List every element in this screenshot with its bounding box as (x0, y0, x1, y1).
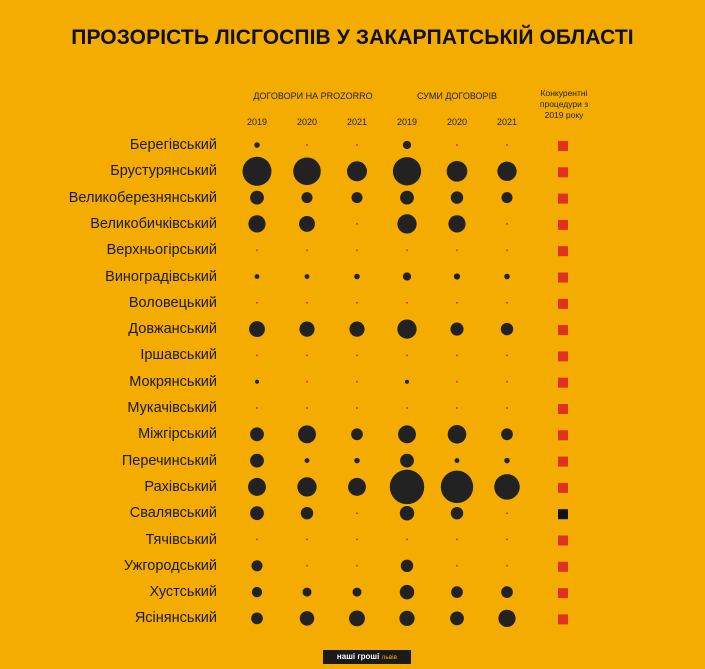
zero-marker (506, 223, 508, 225)
row-label: Свалявський (129, 505, 217, 522)
competitive-marker (558, 509, 568, 519)
bubble (303, 588, 312, 597)
bubble (397, 319, 416, 338)
zero-marker (306, 381, 308, 383)
bubble (305, 274, 310, 279)
zero-marker (506, 302, 508, 304)
bubble (454, 273, 460, 279)
competitive-marker (558, 220, 568, 230)
bubble (455, 458, 460, 463)
row-label: Виноградівський (105, 268, 217, 285)
bubble (298, 425, 316, 443)
bubble (501, 428, 513, 440)
bubble (405, 380, 409, 384)
bubble (401, 560, 413, 572)
row-label: Довжанський (128, 321, 217, 338)
bubble (351, 192, 362, 203)
zero-marker (306, 407, 308, 409)
zero-marker (406, 249, 408, 251)
zero-marker (356, 302, 358, 304)
bubble (398, 425, 416, 443)
competitive-marker (558, 141, 568, 151)
row-label: Берегівський (129, 137, 217, 153)
zero-marker (456, 381, 458, 383)
bubble (248, 215, 265, 232)
zero-marker (306, 539, 308, 541)
row-label: Тячівський (145, 531, 217, 548)
row-label: Перечинський (121, 452, 217, 469)
bubble (451, 507, 463, 519)
zero-marker (456, 539, 458, 541)
year-header: 2021 (346, 117, 368, 127)
bubble (498, 610, 515, 627)
bubble (250, 506, 264, 520)
bubble (293, 158, 321, 186)
bubble (353, 588, 362, 597)
year-header: 2020 (296, 117, 318, 127)
bubble (249, 321, 265, 337)
bubble (252, 587, 262, 597)
bubble (301, 507, 313, 519)
bubble (399, 611, 414, 626)
competitive-marker (558, 404, 568, 414)
bubble (297, 477, 316, 496)
zero-marker (356, 223, 358, 225)
bubble (393, 157, 421, 185)
zero-marker (456, 249, 458, 251)
zero-marker (256, 354, 258, 356)
row-label: Великоберезнянський (68, 189, 217, 206)
zero-marker (356, 249, 358, 251)
bubble (305, 458, 310, 463)
competitive-marker (558, 588, 568, 598)
row-label: Рахівський (144, 478, 217, 495)
bubble (504, 274, 510, 280)
competitive-marker (558, 299, 568, 309)
competitive-marker (558, 483, 568, 493)
zero-marker (456, 354, 458, 356)
competitive-marker (558, 325, 568, 335)
zero-marker (306, 144, 308, 146)
group-header-contracts: ДОГОВОРИ НА PROZORRO (253, 91, 373, 101)
year-header: 2019 (396, 117, 418, 127)
bubble (349, 322, 364, 337)
bubble (243, 157, 272, 186)
bubble (300, 611, 314, 625)
zero-marker (506, 539, 508, 541)
zero-marker (306, 565, 308, 567)
chart-title: ПРОЗОРІСТЬ ЛІСГОСПІВ У ЗАКАРПАТСЬКІЙ ОБЛАСТІ (71, 26, 634, 49)
zero-marker (506, 565, 508, 567)
competitive-marker (558, 273, 568, 283)
competitive-marker (558, 536, 568, 546)
row-label: Ужгородський (123, 557, 217, 574)
bubble (255, 274, 260, 279)
bubble (301, 192, 312, 203)
bubble (400, 506, 414, 520)
bubble (400, 191, 414, 205)
competitive-marker (558, 562, 568, 572)
year-header: 2021 (496, 117, 518, 127)
zero-marker (356, 539, 358, 541)
competitive-header: Конкурентні процедури з 2019 року (539, 88, 589, 120)
zero-marker (356, 354, 358, 356)
bubble (299, 216, 315, 232)
zero-marker (406, 407, 408, 409)
bubble (251, 560, 262, 571)
row-label: Мукачівський (127, 400, 217, 416)
row-label: Великобичківський (90, 215, 217, 232)
competitive-marker (558, 614, 568, 624)
year-header: 2020 (446, 117, 468, 127)
zero-marker (456, 302, 458, 304)
year-header: 2019 (246, 117, 268, 127)
zero-marker (256, 302, 258, 304)
row-label: Брустурянський (110, 163, 217, 180)
bubble (250, 427, 264, 441)
bubble (250, 191, 264, 205)
zero-marker (456, 565, 458, 567)
bubble (348, 478, 366, 496)
row-label: Ясінянський (134, 610, 217, 627)
bubble (441, 471, 473, 503)
competitive-marker (558, 351, 568, 361)
zero-marker (506, 381, 508, 383)
row-label: Верхньогірський (106, 242, 217, 259)
zero-marker (306, 354, 308, 356)
competitive-marker (558, 194, 568, 204)
bubble (504, 458, 510, 464)
bubble (497, 162, 516, 181)
bubble (400, 585, 414, 599)
bubble (347, 161, 367, 181)
bubble (448, 215, 465, 232)
bubble (390, 470, 425, 505)
zero-marker (306, 249, 308, 251)
bubble (501, 192, 512, 203)
row-label: Воловецький (128, 294, 217, 311)
competitive-marker (558, 246, 568, 256)
competitive-marker (558, 378, 568, 388)
bubble (448, 425, 467, 444)
zero-marker (506, 354, 508, 356)
bubble (349, 610, 365, 626)
bubble (447, 161, 468, 182)
bubble (400, 454, 414, 468)
row-label: Хустський (149, 584, 217, 601)
bubble (501, 586, 513, 598)
bubble (354, 458, 360, 464)
zero-marker (356, 407, 358, 409)
zero-marker (256, 407, 258, 409)
zero-marker (256, 249, 258, 251)
bubble (351, 428, 363, 440)
bubble (451, 191, 463, 203)
bubble (354, 274, 360, 280)
zero-marker (506, 249, 508, 251)
bubble (248, 478, 266, 496)
zero-marker (356, 381, 358, 383)
zero-marker (356, 512, 358, 514)
bubble (501, 323, 513, 335)
bubble (254, 142, 260, 148)
zero-marker (506, 144, 508, 146)
zero-marker (456, 407, 458, 409)
competitive-marker (558, 167, 568, 177)
zero-marker (406, 354, 408, 356)
bubble (494, 474, 520, 500)
logo: наші гроші львів (323, 650, 411, 664)
bubble (450, 323, 463, 336)
bubble (397, 214, 416, 233)
row-label: Іршавський (140, 347, 217, 364)
bubble (451, 586, 463, 598)
bubble (251, 613, 263, 625)
zero-marker (506, 407, 508, 409)
zero-marker (356, 565, 358, 567)
bubble (403, 141, 411, 149)
competitive-marker (558, 430, 568, 440)
row-label: Міжгірський (138, 426, 217, 443)
group-header-sums: СУМИ ДОГОВОРІВ (416, 91, 498, 101)
zero-marker (356, 144, 358, 146)
zero-marker (406, 302, 408, 304)
zero-marker (456, 144, 458, 146)
zero-marker (306, 302, 308, 304)
competitive-marker (558, 457, 568, 467)
bubble (250, 454, 264, 468)
bubble (255, 380, 259, 384)
zero-marker (256, 539, 258, 541)
bubble (450, 612, 464, 626)
bubble (299, 322, 314, 337)
zero-marker (406, 539, 408, 541)
bubble (403, 272, 411, 280)
row-label: Мокрянський (129, 373, 217, 390)
zero-marker (506, 512, 508, 514)
